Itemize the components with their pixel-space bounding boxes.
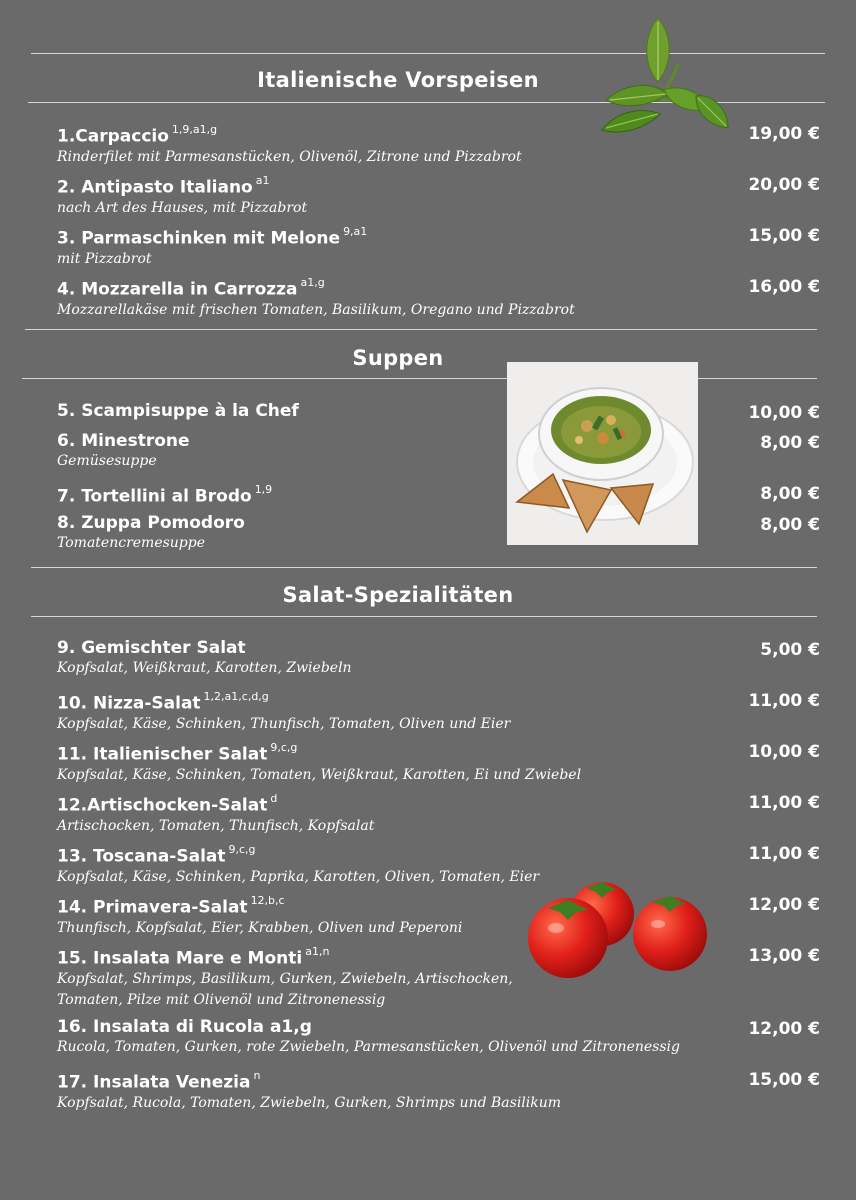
item-price: 11,00 € <box>748 793 820 813</box>
allergen-codes: 1,9,a1,g <box>171 123 218 136</box>
section-title-suppen: Suppen <box>352 346 444 370</box>
item-price: 13,00 € <box>748 946 820 966</box>
item-price: 10,00 € <box>748 742 820 762</box>
allergen-codes: n <box>253 1069 261 1082</box>
menu-item <box>57 173 307 219</box>
item-name: 8. Zuppa Pomodoro <box>57 513 245 533</box>
item-price: 19,00 € <box>748 124 820 144</box>
soup-bowl-photo <box>507 362 698 545</box>
item-name: 12.Artischocken-Salat $^d$ <box>57 792 278 816</box>
item-name: 15. Insalata Mare e Monti $^{a1,n}$ <box>57 945 330 969</box>
menu-item <box>57 401 299 421</box>
item-description: Rucola, Tomaten, Gurken, rote Zwiebeln, Parmesanstücken, Olivenöl und Zitronenessig <box>57 1039 680 1055</box>
item-description: Kopfsalat, Käse, Schinken, Thunfisch, Tomaten, Oliven und Eier <box>57 715 511 732</box>
menu-item <box>57 513 245 554</box>
item-name: 13. Toscana-Salat $^{9,c,g}$ <box>57 843 256 867</box>
divider <box>25 329 817 330</box>
divider <box>31 567 817 568</box>
item-description: Mozzarellakäse mit frischen Tomaten, Basilikum, Oregano und Pizzabrot <box>57 301 575 318</box>
menu-item <box>57 842 539 888</box>
item-description: Artischocken, Tomaten, Thunfisch, Kopfsalat <box>57 817 375 834</box>
menu-item <box>57 689 510 735</box>
item-description: nach Art des Hauses, mit Pizzabrot <box>57 199 308 216</box>
item-name: 9. Gemischter Salat <box>57 638 246 658</box>
item-name: 1.Carpaccio $^{1,9,a1,g}$ <box>57 123 218 147</box>
item-price: 11,00 € <box>748 844 820 864</box>
item-name: 14. Primavera-Salat $^{12,b,c}$ <box>57 894 285 918</box>
item-description: Thunfisch, Kopfsalat, Eier, Krabben, Oliven und Peperoni <box>57 919 463 936</box>
section-title-vorspeisen: Italienische Vorspeisen <box>257 68 539 92</box>
menu-item <box>57 224 367 270</box>
item-name: 7. Tortellini al Brodo $^{1,9}$ <box>57 483 273 507</box>
item-price: 15,00 € <box>748 226 820 246</box>
item-description: Rinderfilet mit Parmesanstücken, Olivenöl, Zitrone und Pizzabrot <box>57 148 522 165</box>
item-name: 3. Parmaschinken mit Melone $^{9,a1}$ <box>57 225 368 249</box>
item-description: mit Pizzabrot <box>57 250 152 267</box>
divider <box>31 616 817 617</box>
menu-item <box>57 431 190 472</box>
item-description: Kopfsalat, Shrimps, Basilikum, Gurken, Zwiebeln, Artischocken, <box>57 970 513 987</box>
menu-item <box>57 275 575 321</box>
item-description: Kopfsalat, Käse, Schinken, Paprika, Karotten, Oliven, Tomaten, Eier <box>57 868 540 885</box>
item-price: 20,00 € <box>748 175 820 195</box>
item-price: 8,00 € <box>760 433 820 453</box>
allergen-codes: 9,c,g <box>270 741 298 754</box>
item-name: 2. Antipasto Italiano $^{a1}$ <box>57 174 270 198</box>
item-price: 12,00 € <box>748 895 820 915</box>
allergen-codes: a1 <box>255 174 270 187</box>
menu-item <box>57 791 374 837</box>
allergen-codes: 1,9 <box>254 483 273 496</box>
allergen-codes: a1,n <box>305 945 330 958</box>
item-description: Gemüsesuppe <box>57 453 157 469</box>
tomatoes-icon <box>524 872 712 978</box>
item-name: 4. Mozzarella in Carrozza $^{a1,g}$ <box>57 276 325 300</box>
item-name: 5. Scampisuppe à la Chef <box>57 401 299 421</box>
item-description: Kopfsalat, Rucola, Tomaten, Zwiebeln, Gurken, Shrimps und Basilikum <box>57 1094 562 1111</box>
item-description: Tomaten, Pilze mit Olivenöl und Zitronenessig <box>57 991 386 1008</box>
item-name: 10. Nizza-Salat $^{1,2,a1,c,d,g}$ <box>57 690 269 714</box>
item-name: 16. Insalata di Rucola a1,g <box>57 1017 312 1037</box>
item-price: 8,00 € <box>760 515 820 535</box>
item-name: 17. Insalata Venezia $^n$ <box>57 1069 261 1093</box>
menu-item <box>57 893 462 939</box>
item-description: Kopfsalat, Käse, Schinken, Tomaten, Weißkraut, Karotten, Ei und Zwiebel <box>57 766 582 783</box>
item-name: 6. Minestrone <box>57 431 190 451</box>
allergen-codes: a1,g <box>300 276 325 289</box>
menu-item <box>57 944 513 1011</box>
menu-item <box>57 1068 561 1114</box>
allergen-codes: 9,a1 <box>343 225 368 238</box>
section-title-salat: Salat-Spezialitäten <box>282 583 514 607</box>
basil-leaves-icon <box>598 14 736 138</box>
item-price: 10,00 € <box>748 403 820 423</box>
item-name: 11. Italienischer Salat $^{9,c,g}$ <box>57 741 298 765</box>
allergen-codes: 12,b,c <box>250 894 285 907</box>
allergen-codes: 1,2,a1,c,d,g <box>203 690 269 703</box>
menu-item <box>57 638 352 679</box>
menu-item <box>57 740 581 786</box>
item-price: 15,00 € <box>748 1070 820 1090</box>
item-price: 5,00 € <box>760 640 820 660</box>
item-price: 11,00 € <box>748 691 820 711</box>
item-description: Kopfsalat, Weißkraut, Karotten, Zwiebeln <box>57 660 352 676</box>
item-price: 16,00 € <box>748 277 820 297</box>
allergen-codes: d <box>270 792 278 805</box>
item-description: Tomatencremesuppe <box>57 535 206 551</box>
item-price: 12,00 € <box>748 1019 820 1039</box>
menu-item <box>57 122 522 168</box>
allergen-codes: 9,c,g <box>228 843 256 856</box>
item-price: 8,00 € <box>760 484 820 504</box>
menu-item <box>57 482 272 507</box>
menu-item <box>57 1017 680 1058</box>
